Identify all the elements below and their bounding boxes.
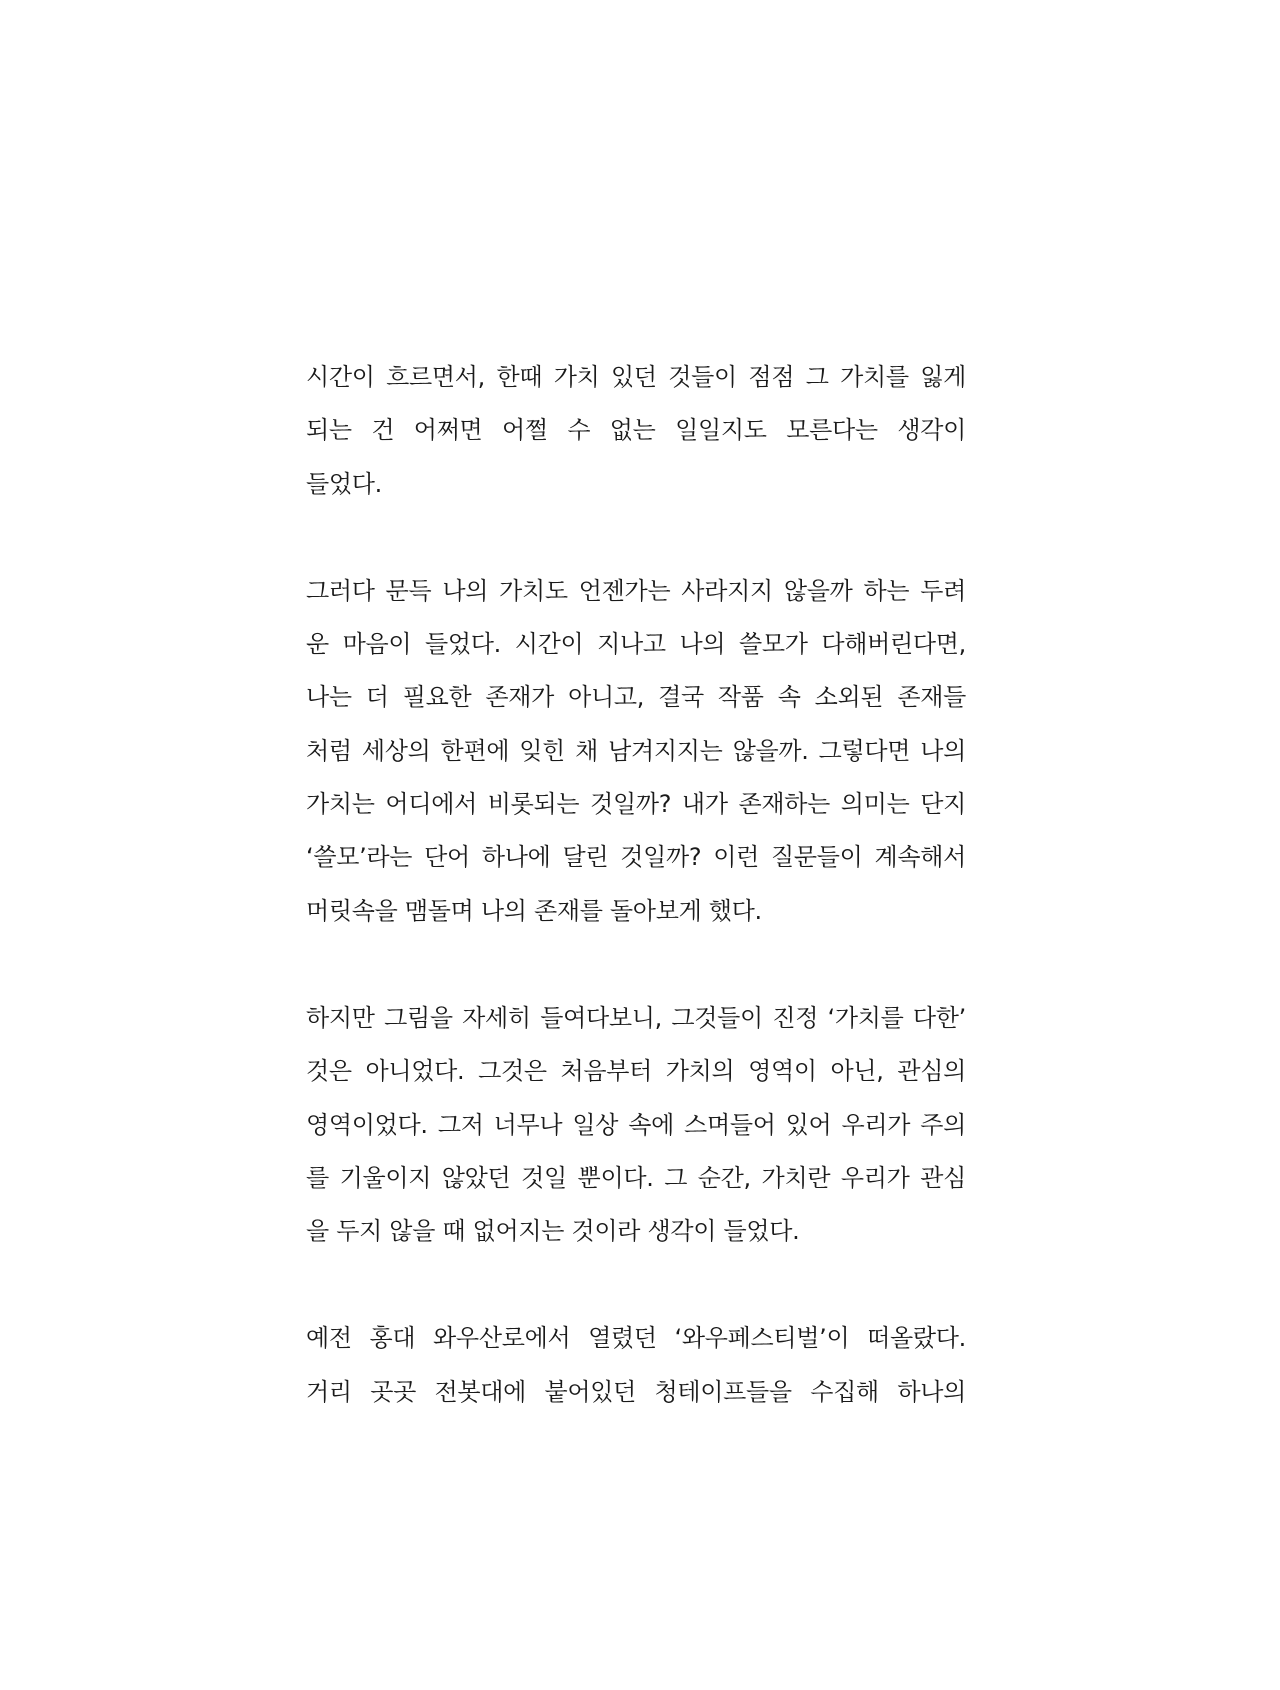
text-line: 그러다 문득 나의 가치도 언젠가는 사라지지 않을까 하는 두려 bbox=[306, 576, 966, 605]
paragraph-2 bbox=[306, 565, 966, 938]
text-line: 를 기울이지 않았던 것일 뿐이다. 그 순간, 가치란 우리가 관심 bbox=[306, 1163, 966, 1192]
paragraph-1 bbox=[306, 351, 966, 511]
text-line: 나는 더 필요한 존재가 아니고, 결국 작품 속 소외된 존재들 bbox=[306, 683, 966, 712]
text-line: 처럼 세상의 한편에 잊힌 채 남겨지지는 않을까. 그렇다면 나의 bbox=[306, 736, 966, 765]
text-line: 하지만 그림을 자세히 들여다보니, 그것들이 진정 ‘가치를 다한’ bbox=[306, 1003, 966, 1032]
text-line: 들었다. bbox=[306, 469, 382, 498]
text-line: ‘쓸모’라는 단어 하나에 달린 것일까? 이런 질문들이 계속해서 bbox=[306, 843, 966, 872]
text-line: 머릿속을 맴돌며 나의 존재를 돌아보게 했다. bbox=[306, 896, 762, 925]
text-line: 것은 아니었다. 그것은 처음부터 가치의 영역이 아닌, 관심의 bbox=[306, 1057, 966, 1086]
text-line: 영역이었다. 그저 너무나 일상 속에 스며들어 있어 우리가 주의 bbox=[306, 1110, 966, 1139]
paragraph-3 bbox=[306, 992, 966, 1258]
text-line: 예전 홍대 와우산로에서 열렸던 ‘와우페스티벌’이 떠올랐다. bbox=[306, 1324, 966, 1353]
body-text-column bbox=[306, 351, 966, 1473]
text-line: 되는 건 어쩌면 어쩔 수 없는 일일지도 모른다는 생각이 bbox=[306, 416, 966, 445]
text-line: 거리 곳곳 전봇대에 붙어있던 청테이프들을 수집해 하나의 bbox=[306, 1377, 966, 1406]
paragraph-4 bbox=[306, 1312, 966, 1419]
text-line: 가치는 어디에서 비롯되는 것일까? 내가 존재하는 의미는 단지 bbox=[306, 790, 966, 819]
text-line: 운 마음이 들었다. 시간이 지나고 나의 쓸모가 다해버린다면, bbox=[306, 630, 966, 659]
text-line: 을 두지 않을 때 없어지는 것이라 생각이 들었다. bbox=[306, 1217, 800, 1246]
text-line: 시간이 흐르면서, 한때 가치 있던 것들이 점점 그 가치를 잃게 bbox=[306, 363, 966, 391]
